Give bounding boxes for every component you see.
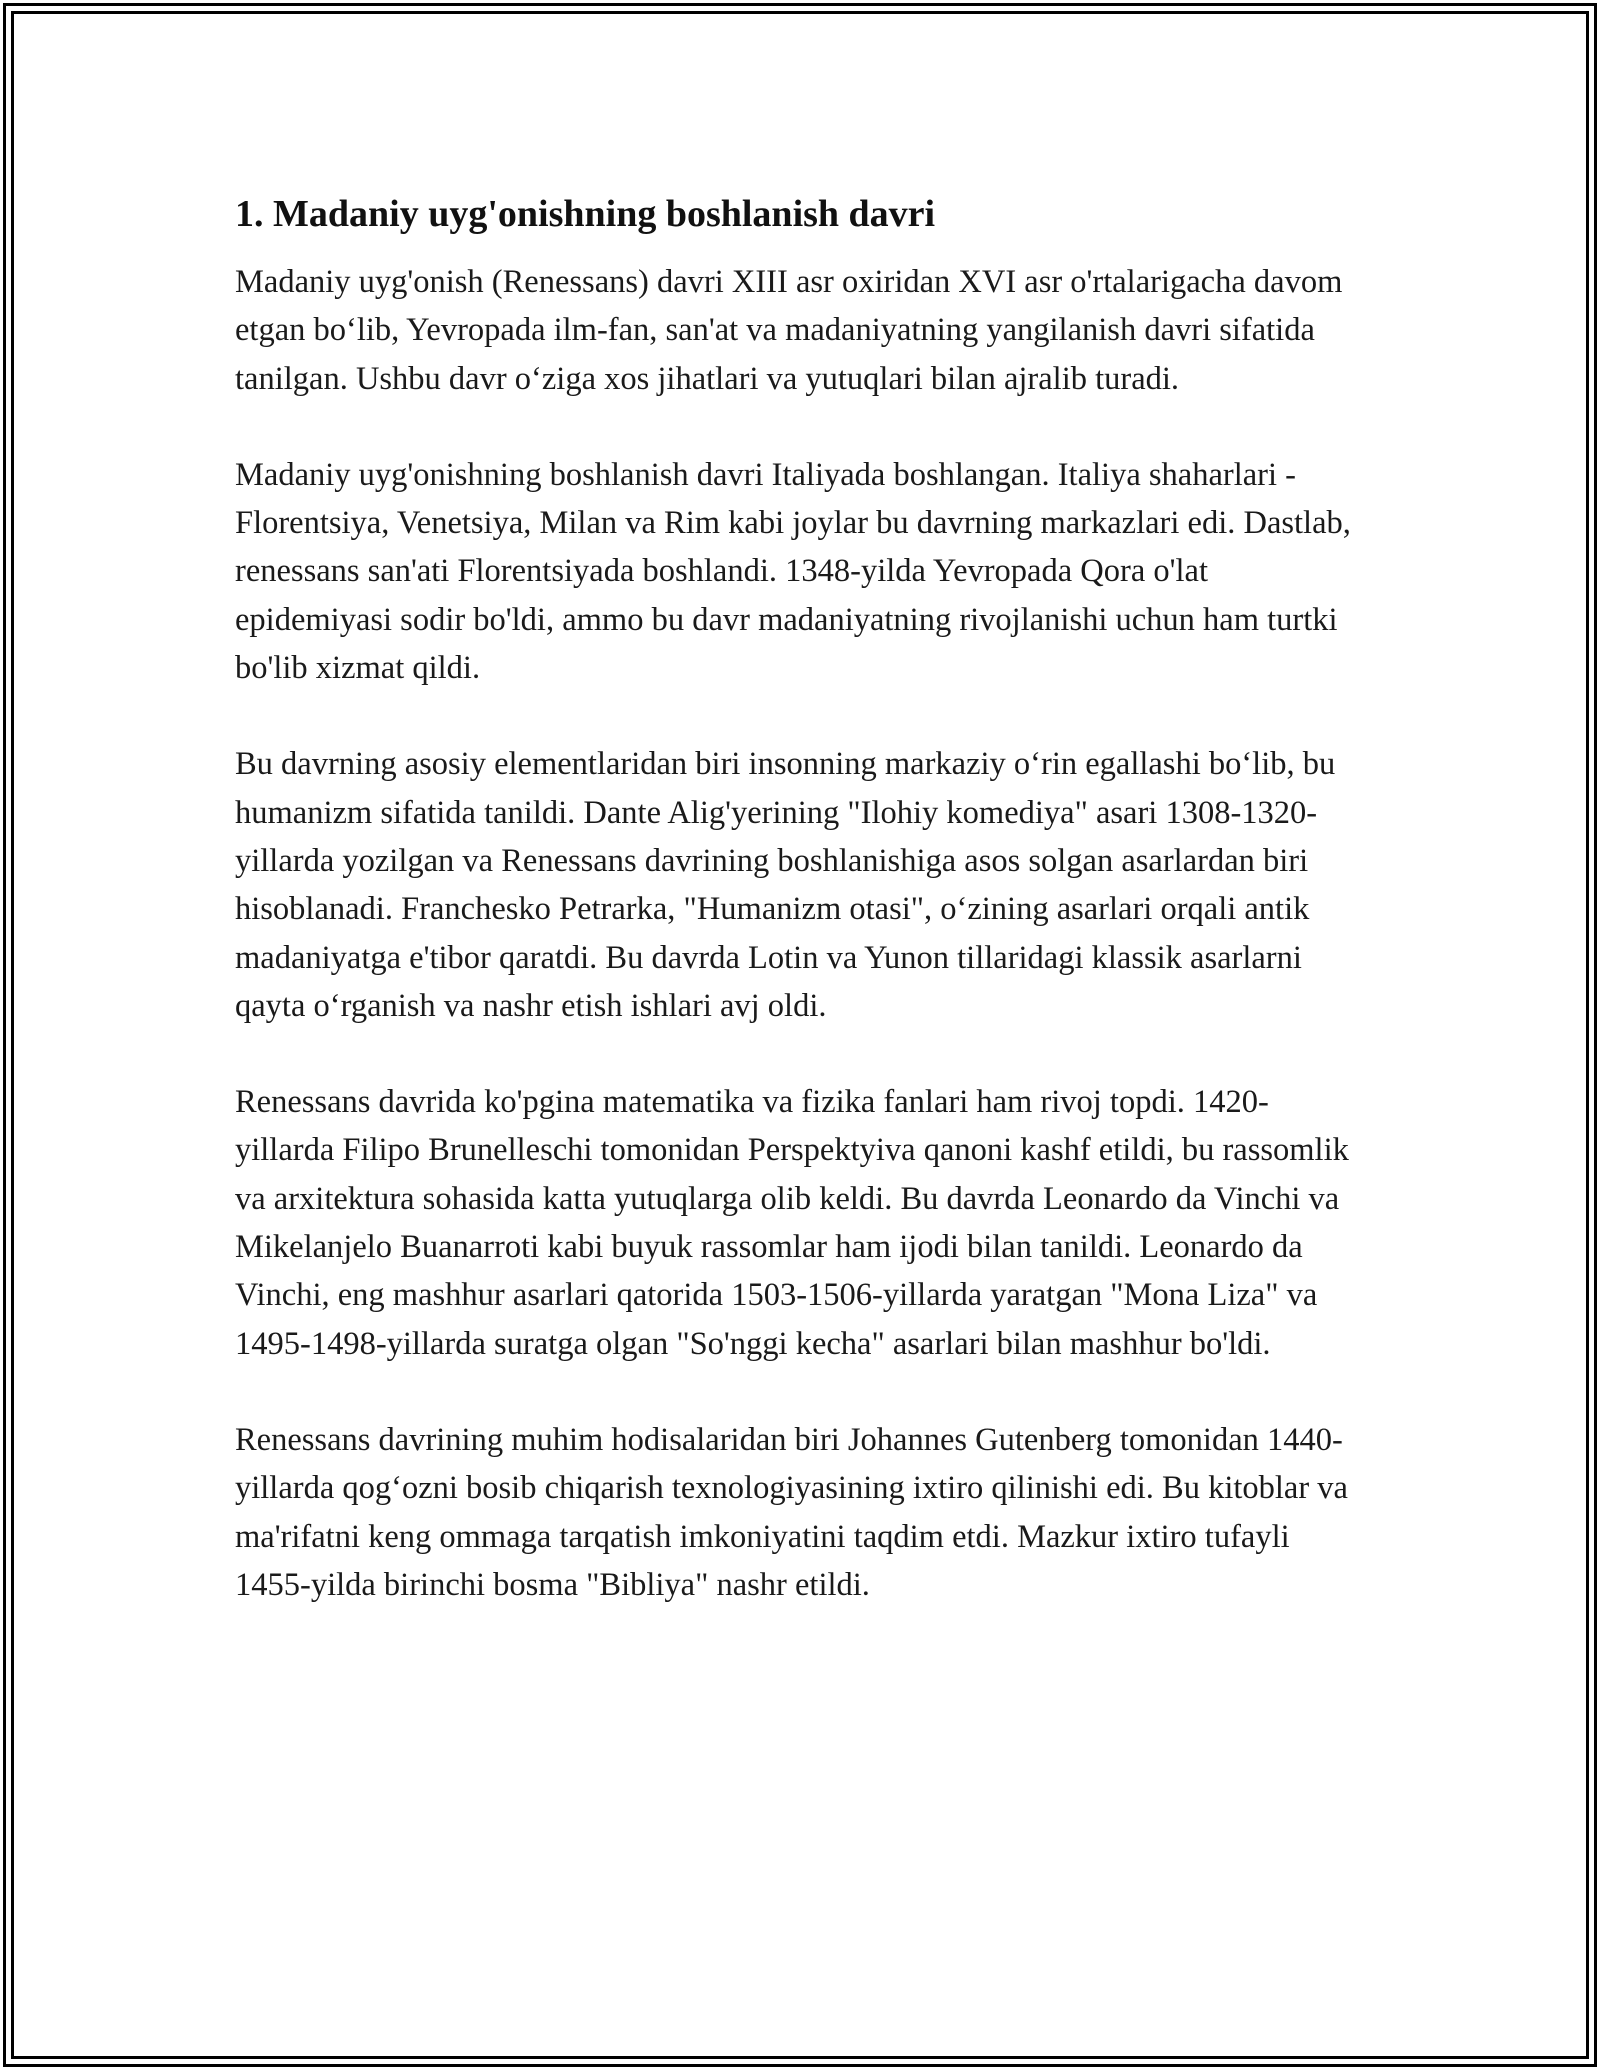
paragraph-intro: Madaniy uyg'onish (Renessans) davri XIII asr oxiridan XVI asr o'rtalarigacha davom etgan bo‘lib, Yevropada ilm-fan, san'at va madaniyatning yangilanish davri sifatida tanilgan. Ushbu davr o‘ziga xos jihatlari va yutuqlari bilan ajralib turadi. bbox=[235, 264, 1343, 397]
section-heading: 1. Madaniy uyg'onishning boshlanish davri bbox=[235, 193, 936, 235]
paragraph-italy-origins: Madaniy uyg'onishning boshlanish davri Italiyada boshlangan. Italiya shaharlari - Florentsiya, Venetsiya, Milan va Rim kabi joylar bu davrning markazlari edi. Dastlab, renessans san'ati Florentsiyada boshlandi. 1348-yilda Yevropada Qora o'lat epidemiyasi sodir bo'ldi, ammo bu davr madaniyatning rivojlanishi uchun ham turtki bo'lib xizmat qildi. bbox=[235, 456, 1351, 687]
document-body bbox=[235, 186, 1365, 1657]
paragraph-printing-press: Renessans davrining muhim hodisalaridan biri Johannes Gutenberg tomonidan 1440-yillarda qog‘ozni bosib chiqarish texnologiyasining ixtiro qilinishi edi. Bu kitoblar va ma'rifatni keng ommaga tarqatish imkoniyatini taqdim etdi. Mazkur ixtiro tufayli 1455-yilda birinchi bosma "Bibliya" nashr etildi. bbox=[235, 1421, 1348, 1603]
paragraph-science-art: Renessans davrida ko'pgina matematika va fizika fanlari ham rivoj topdi. 1420-yillarda Filipo Brunelleschi tomonidan Perspektyiva qanoni kashf etildi, bu rassomlik va arxitektura sohasida katta yutuqlarga olib keldi. Bu davrda Leonardo da Vinchi va Mikelanjelo Buanarroti kabi buyuk rassomlar ham ijodi bilan tanildi. Leonardo da Vinchi, eng mashhur asarlari qatorida 1503-1506-yillarda yaratgan "Mona Liza" va 1495-1498-yillarda suratga olgan "So'nggi kecha" asarlari bilan mashhur bo'ldi. bbox=[235, 1084, 1349, 1362]
paragraph-humanism: Bu davrning asosiy elementlaridan biri insonning markaziy o‘rin egallashi bo‘lib, bu humanizm sifatida tanildi. Dante Alig'yerining "Ilohiy komediya" asari 1308-1320-yillarda yozilgan va Renessans davrining boshlanishiga asos solgan asarlardan biri hisoblanadi. Franchesko Petrarka, "Humanizm otasi", o‘zining asarlari orqali antik madaniyatga e'tibor qaratdi. Bu davrda Lotin va Yunon tillaridagi klassik asarlarni qayta o‘rganish va nashr etish ishlari avj oldi. bbox=[235, 746, 1336, 1024]
